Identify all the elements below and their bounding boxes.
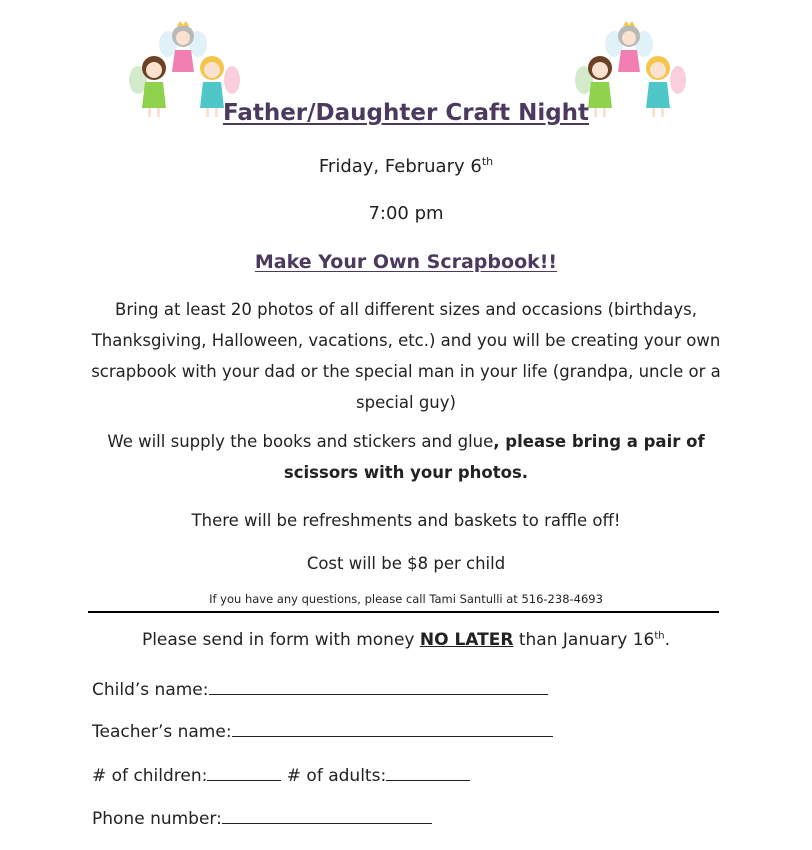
teacher-name-field [92,718,553,742]
cost-paragraph: Cost will be $8 per child [306,554,506,573]
phone-number-field [92,805,432,829]
form-instruction-suffix: th [654,630,665,642]
event-date [0,155,812,177]
adults-count-label: # of adults: [281,766,387,786]
photos-paragraph: Bring at least 20 photos of all different sizes and occasions (birthdays, Thanksgiving, Halloween, vacations, etc.) and you will be creating your own scrapbook with your dad or the special man in your life (grandpa, uncle or a special guy) [91,300,721,412]
refreshments-paragraph: There will be refreshments and baskets to raffle off! [191,511,621,530]
teacher-name-label: Teacher’s name: [92,722,232,742]
child-name-label: Child’s name: [92,680,209,700]
form-instruction [0,630,812,650]
event-subtitle: Make Your Own Scrapbook!! [254,251,558,273]
scissors-reminder: , please bring a pair of scissors with your photos. [283,432,705,482]
form-instruction-start: Please send in form with money [141,630,420,650]
contact-line: If you have any questions, please call Tami Santulli at 516-238-4693 [209,592,603,606]
event-date-suffix: th [481,155,494,168]
children-count-blank[interactable] [207,762,281,781]
child-name-field [92,676,548,700]
supplies-paragraph [80,426,732,488]
event-time: 7:00 pm [368,203,444,224]
section-divider [88,611,719,613]
adults-count-blank[interactable] [386,762,470,781]
form-instruction-end: . [664,630,671,650]
counts-field [92,762,470,786]
child-name-blank[interactable] [209,676,548,695]
supplies-text: We will supply the books and stickers and glue [107,432,494,451]
event-date-text: Friday, February 6 [318,156,482,177]
teacher-name-blank[interactable] [232,718,553,737]
no-later-emphasis: NO LATER [419,630,514,650]
phone-number-blank[interactable] [222,805,432,824]
flyer-title: Father/Daughter Craft Night [222,100,590,126]
children-count-label: # of children: [92,766,208,786]
form-instruction-middle: than January 16 [513,630,655,650]
phone-number-label: Phone number: [92,809,222,829]
